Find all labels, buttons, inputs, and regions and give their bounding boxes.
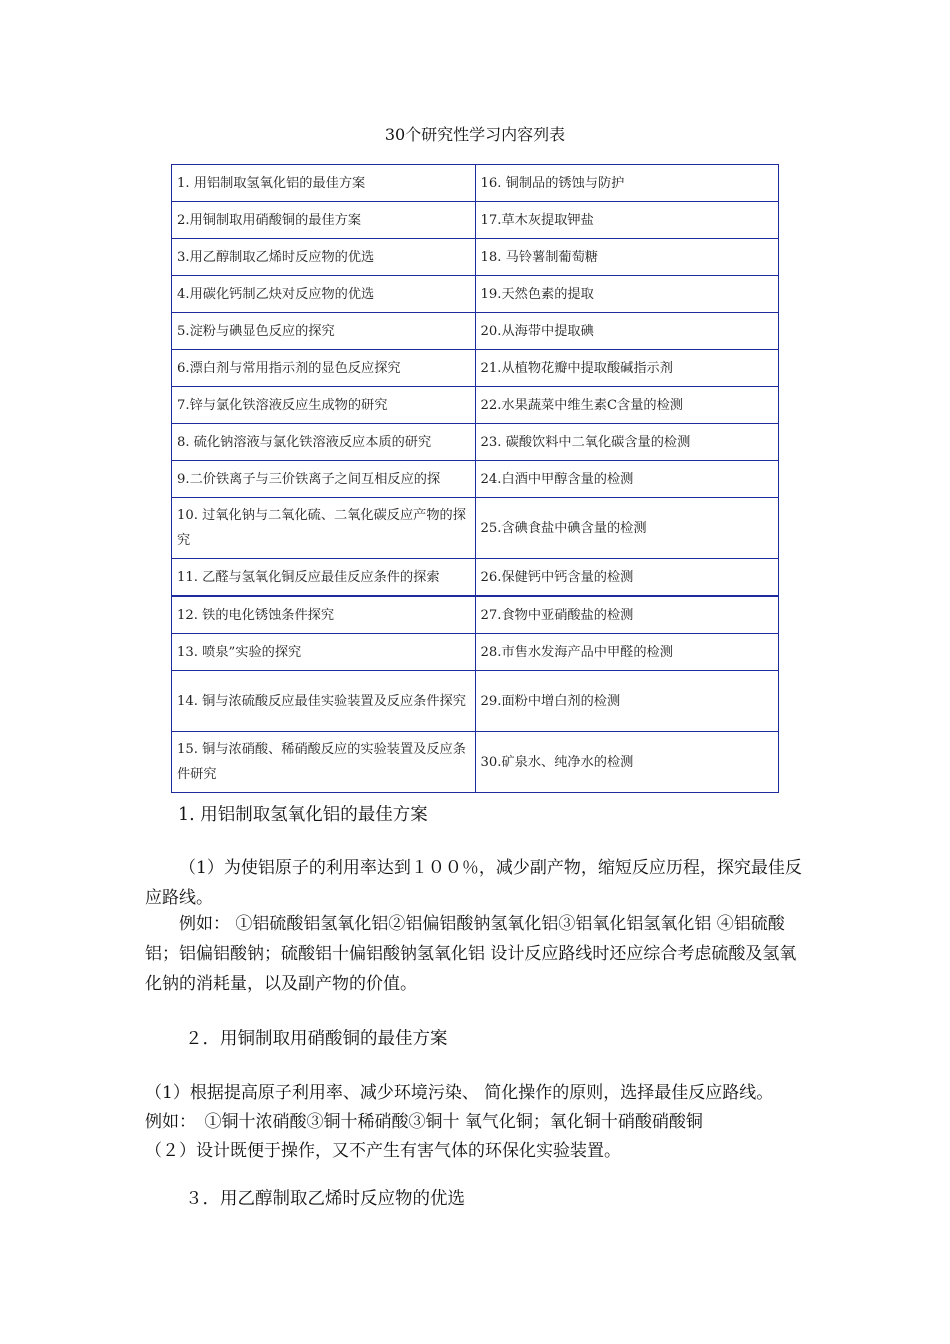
- table-cell: 1. 用铝制取氢氧化铝的最佳方案: [172, 165, 476, 202]
- table-row: [172, 634, 779, 671]
- table-cell: 24.白酒中甲醇含量的检测: [475, 461, 779, 498]
- table-cell: 15. 铜与浓硝酸、稀硝酸反应的实验装置及反应条件研究: [172, 732, 476, 793]
- table-row: [172, 276, 779, 313]
- table-row: [172, 498, 779, 559]
- table-cell: 13. 喷泉”实验的探究: [172, 634, 476, 671]
- table-cell: 20.从海带中提取碘: [475, 313, 779, 350]
- table-cell: 27.食物中亚硝酸盐的检测: [475, 596, 779, 634]
- table-cell: 11. 乙醛与氢氧化铜反应最佳反应条件的探索: [172, 559, 476, 597]
- table-cell: 26.保健钙中钙含量的检测: [475, 559, 779, 597]
- table-row: [172, 387, 779, 424]
- table-cell: 28.市售水发海产品中甲醛的检测: [475, 634, 779, 671]
- table-cell: 21.从植物花瓣中提取酸碱指示剂: [475, 350, 779, 387]
- table-row: [172, 671, 779, 732]
- table-cell: 22.水果蔬菜中维生素C含量的检测: [475, 387, 779, 424]
- table-row: [172, 350, 779, 387]
- section-1-heading: 1. 用铝制取氢氧化铝的最佳方案: [178, 805, 428, 825]
- table-cell: 5.淀粉与碘显色反应的探究: [172, 313, 476, 350]
- table-cell: 12. 铁的电化锈蚀条件探究: [172, 596, 476, 634]
- table-cell: 18. 马铃薯制葡萄糖: [475, 239, 779, 276]
- table-cell: 7.锌与氯化铁溶液反应生成物的研究: [172, 387, 476, 424]
- table-cell: 14. 铜与浓硫酸反应最佳实验装置及反应条件探究: [172, 671, 476, 732]
- table-row: [172, 313, 779, 350]
- section-2-heading: ２．用铜制取用硝酸铜的最佳方案: [185, 1029, 448, 1049]
- table-cell: 30.矿泉水、纯净水的检测: [475, 732, 779, 793]
- section-1-paragraph-1: （1）为使铝原子的利用率达到１００％，减少副产物，缩短反应历程，探究最佳反应路线。: [145, 858, 802, 908]
- table-row: [172, 461, 779, 498]
- table-cell: 25.含碘食盐中碘含量的检测: [475, 498, 779, 559]
- table-cell: 19.天然色素的提取: [475, 276, 779, 313]
- table-cell: 29.面粉中增白剂的检测: [475, 671, 779, 732]
- table-cell: 4.用碳化钙制乙炔对反应物的优选: [172, 276, 476, 313]
- table-cell: 3.用乙醇制取乙烯时反应物的优选: [172, 239, 476, 276]
- topics-table: [171, 164, 779, 793]
- section-2-line-1: （1）根据提高原子利用率、减少环境污染、 简化操作的原则，选择最佳反应路线。: [145, 1083, 774, 1103]
- table-cell: 10. 过氧化钠与二氧化硫、二氧化碳反应产物的探究: [172, 498, 476, 559]
- table-cell: 8. 硫化钠溶液与氯化铁溶液反应本质的研究: [172, 424, 476, 461]
- table-row: [172, 202, 779, 239]
- table-cell: 23. 碳酸饮料中二氧化碳含量的检测: [475, 424, 779, 461]
- table-cell: 9.二价铁离子与三价铁离子之间互相反应的探: [172, 461, 476, 498]
- section-2-line-2: 例如： ①铜十浓硝酸③铜十稀硝酸③铜十 氧气化铜；氧化铜十硝酸硝酸铜: [145, 1112, 703, 1132]
- section-2-line-3: （２）设计既便于操作，又不产生有害气体的环保化实验装置。: [145, 1141, 621, 1161]
- table-cell: 6.漂白剂与常用指示剂的显色反应探究: [172, 350, 476, 387]
- page-title: 30个研究性学习内容列表: [384, 125, 566, 144]
- section-1-paragraph-2: 例如： ①铝硫酸铝氢氧化铝②铝偏铝酸钠氢氧化铝③铝氧化铝氢氧化铝 ④铝硫酸铝；铝偏铝酸钠；硫酸铝十偏铝酸钠氢氧化铝 设计反应路线时还应综合考虑硫酸及氢氧化钠的消耗量，以及副产物的价值。: [145, 914, 797, 994]
- table-cell: 16. 铜制品的锈蚀与防护: [475, 165, 779, 202]
- table-row: [172, 239, 779, 276]
- section-3-heading: ３．用乙醇制取乙烯时反应物的优选: [185, 1189, 465, 1209]
- table-row: [172, 165, 779, 202]
- table-row: [172, 424, 779, 461]
- table-row: [172, 596, 779, 634]
- table-cell: 17.草木灰提取钾盐: [475, 202, 779, 239]
- table-row: [172, 732, 779, 793]
- table-cell: 2.用铜制取用硝酸铜的最佳方案: [172, 202, 476, 239]
- table-row: [172, 559, 779, 597]
